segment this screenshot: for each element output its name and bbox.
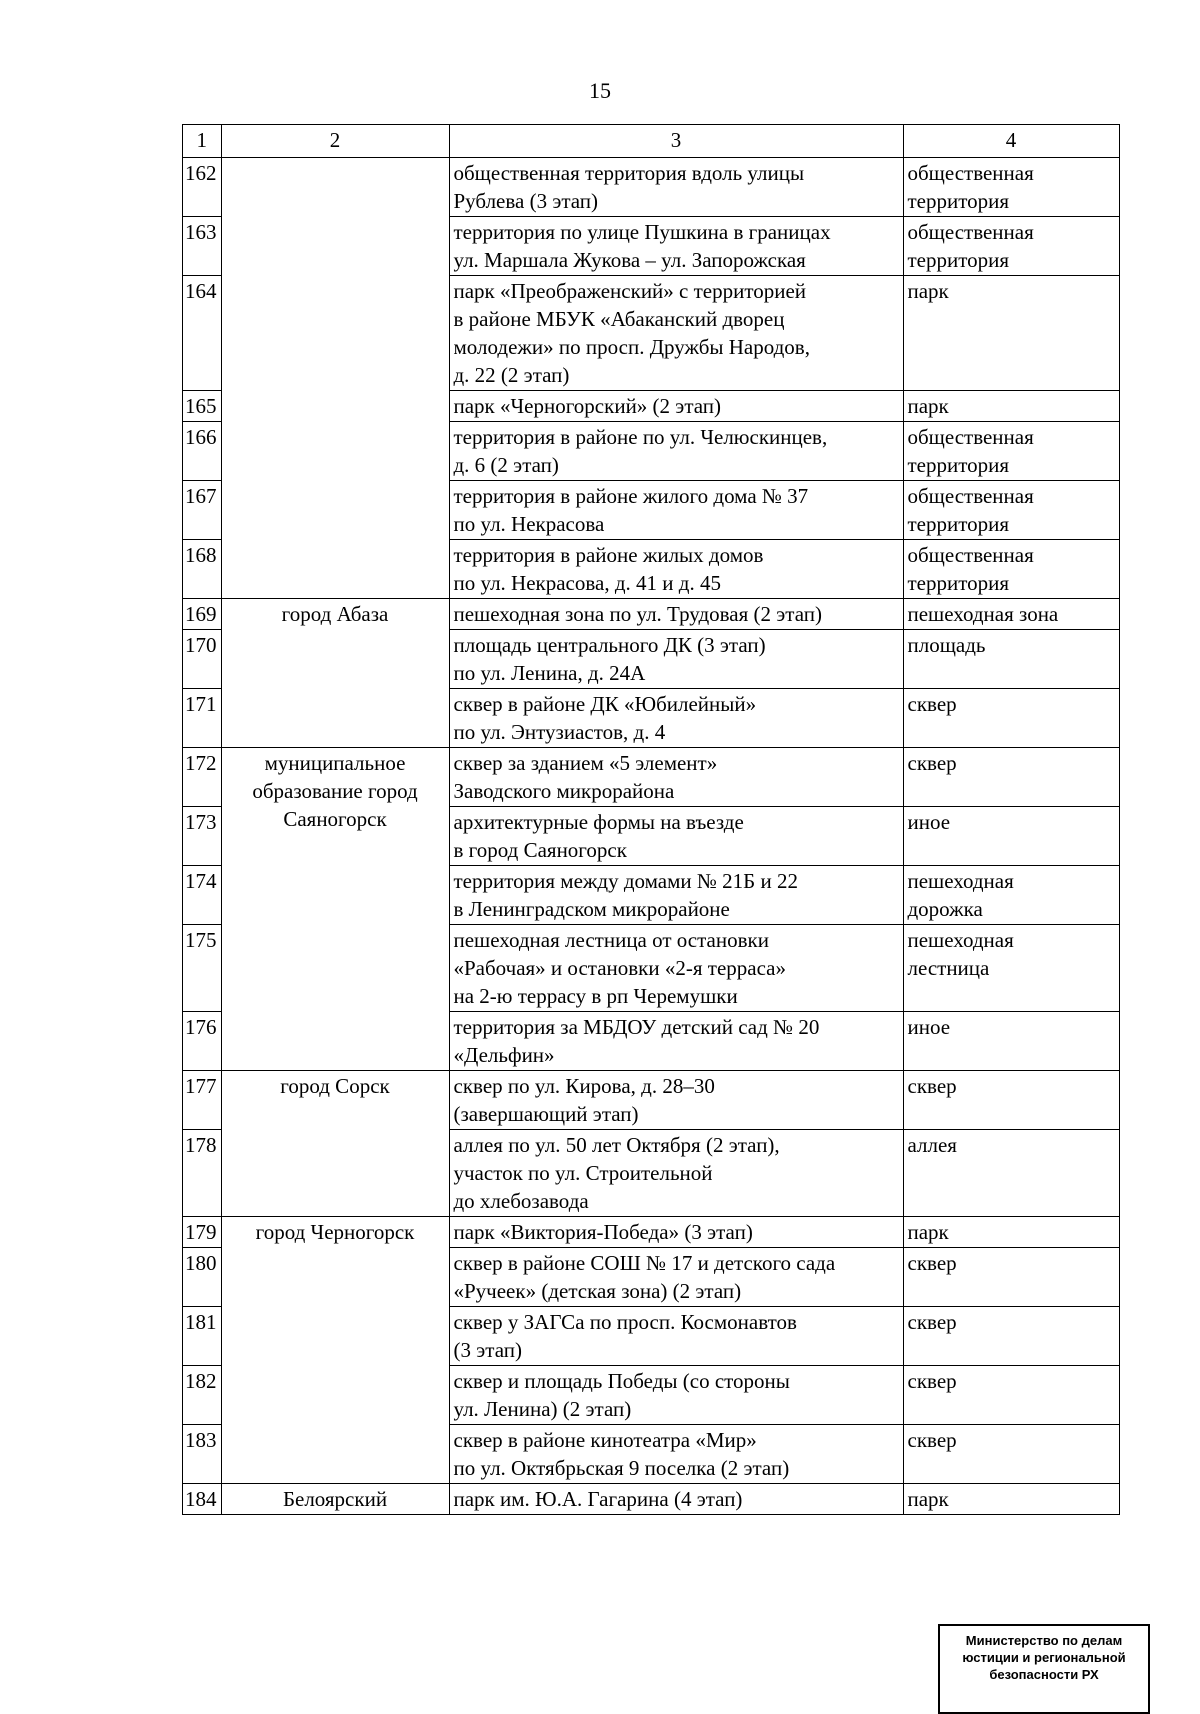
type-line: парк bbox=[907, 394, 949, 418]
object-description bbox=[449, 748, 903, 807]
object-type bbox=[903, 689, 1119, 748]
type-line: пешеходная bbox=[907, 869, 1014, 893]
description-line: сквер и площадь Победы (со стороны bbox=[453, 1369, 790, 1393]
object-type bbox=[903, 1217, 1119, 1248]
object-type bbox=[903, 540, 1119, 599]
registry-table bbox=[182, 124, 1120, 1515]
description-line: общественная территория вдоль улицы bbox=[453, 161, 805, 185]
description-line: «Дельфин» bbox=[453, 1043, 555, 1067]
description-line: «Ручеек» (детская зона) (2 этап) bbox=[453, 1279, 742, 1303]
type-line: сквер bbox=[907, 1310, 957, 1334]
object-description bbox=[449, 866, 903, 925]
object-description bbox=[449, 276, 903, 391]
table-row bbox=[183, 158, 1120, 217]
object-type bbox=[903, 422, 1119, 481]
type-line: общественная bbox=[907, 220, 1034, 244]
municipality-cell: город Сорск bbox=[221, 1071, 449, 1217]
description-line: Заводского микрорайона bbox=[453, 779, 675, 803]
description-line: территория между домами № 21Б и 22 bbox=[453, 869, 798, 893]
row-number: 183 bbox=[183, 1425, 222, 1484]
object-type bbox=[903, 630, 1119, 689]
row-number: 171 bbox=[183, 689, 222, 748]
description-line: в Ленинградском микрорайоне bbox=[453, 897, 730, 921]
object-type bbox=[903, 158, 1119, 217]
object-description bbox=[449, 540, 903, 599]
ministry-stamp bbox=[938, 1624, 1150, 1714]
description-line: сквер в районе кинотеатра «Мир» bbox=[453, 1428, 757, 1452]
object-description bbox=[449, 217, 903, 276]
type-line: парк bbox=[907, 1220, 949, 1244]
row-number: 170 bbox=[183, 630, 222, 689]
description-line: территория по улице Пушкина в границах bbox=[453, 220, 831, 244]
object-description bbox=[449, 422, 903, 481]
type-line: общественная bbox=[907, 543, 1034, 567]
description-line: парк «Черногорский» (2 этап) bbox=[453, 394, 722, 418]
object-description bbox=[449, 158, 903, 217]
description-line: ул. Ленина) (2 этап) bbox=[453, 1397, 632, 1421]
description-line: (завершающий этап) bbox=[453, 1102, 639, 1126]
row-number: 173 bbox=[183, 807, 222, 866]
type-line: сквер bbox=[907, 1251, 957, 1275]
object-type bbox=[903, 1012, 1119, 1071]
header-col-4: 4 bbox=[903, 125, 1119, 158]
description-line: по ул. Некрасова, д. 41 и д. 45 bbox=[453, 571, 721, 595]
description-line: архитектурные формы на въезде bbox=[453, 810, 744, 834]
page-number: 15 bbox=[589, 78, 611, 103]
type-line: иное bbox=[907, 810, 951, 834]
object-description bbox=[449, 1130, 903, 1217]
row-number: 174 bbox=[183, 866, 222, 925]
object-description bbox=[449, 1217, 903, 1248]
row-number: 168 bbox=[183, 540, 222, 599]
object-description bbox=[449, 1307, 903, 1366]
type-line: сквер bbox=[907, 1369, 957, 1393]
description-line: молодежи» по просп. Дружбы Народов, bbox=[453, 335, 810, 359]
type-line: пешеходная bbox=[907, 928, 1014, 952]
object-description bbox=[449, 1366, 903, 1425]
object-type bbox=[903, 1071, 1119, 1130]
description-line: «Рабочая» и остановки «2-я терраса» bbox=[453, 956, 786, 980]
description-line: сквер у ЗАГСа по просп. Космонавтов bbox=[453, 1310, 797, 1334]
object-description bbox=[449, 599, 903, 630]
object-description bbox=[449, 1248, 903, 1307]
municipality-cell: город Черногорск bbox=[221, 1217, 449, 1484]
object-type bbox=[903, 599, 1119, 630]
object-type bbox=[903, 481, 1119, 540]
object-type bbox=[903, 1366, 1119, 1425]
row-number: 166 bbox=[183, 422, 222, 481]
description-line: пешеходная лестница от остановки bbox=[453, 928, 769, 952]
description-line: парк им. Ю.А. Гагарина (4 этап) bbox=[453, 1487, 743, 1511]
type-line: лестница bbox=[907, 956, 990, 980]
description-line: по ул. Ленина, д. 24А bbox=[453, 661, 646, 685]
description-line: по ул. Энтузиастов, д. 4 bbox=[453, 720, 666, 744]
type-line: аллея bbox=[907, 1133, 957, 1157]
object-type bbox=[903, 925, 1119, 1012]
object-type bbox=[903, 1248, 1119, 1307]
description-line: площадь центрального ДК (3 этап) bbox=[453, 633, 766, 657]
row-number: 177 bbox=[183, 1071, 222, 1130]
header-col-2: 2 bbox=[221, 125, 449, 158]
type-line: дорожка bbox=[907, 897, 983, 921]
object-description bbox=[449, 391, 903, 422]
table-row bbox=[183, 748, 1120, 807]
object-description bbox=[449, 1484, 903, 1515]
object-description bbox=[449, 925, 903, 1012]
description-line: территория в районе жилых домов bbox=[453, 543, 764, 567]
type-line: сквер bbox=[907, 692, 957, 716]
description-line: аллея по ул. 50 лет Октября (2 этап), bbox=[453, 1133, 780, 1157]
description-line: д. 22 (2 этап) bbox=[453, 363, 570, 387]
object-type bbox=[903, 276, 1119, 391]
row-number: 164 bbox=[183, 276, 222, 391]
type-line: парк bbox=[907, 279, 949, 303]
description-line: сквер в районе СОШ № 17 и детского сада bbox=[453, 1251, 836, 1275]
description-line: сквер за зданием «5 элемент» bbox=[453, 751, 718, 775]
object-description bbox=[449, 1012, 903, 1071]
row-number: 180 bbox=[183, 1248, 222, 1307]
description-line: в город Саяногорск bbox=[453, 838, 627, 862]
type-line: общественная bbox=[907, 425, 1034, 449]
description-line: сквер по ул. Кирова, д. 28–30 bbox=[453, 1074, 715, 1098]
type-line: общественная bbox=[907, 484, 1034, 508]
header-col-1: 1 bbox=[183, 125, 222, 158]
description-line: до хлебозавода bbox=[453, 1189, 589, 1213]
row-number: 184 bbox=[183, 1484, 222, 1515]
type-line: сквер bbox=[907, 751, 957, 775]
row-number: 179 bbox=[183, 1217, 222, 1248]
object-type bbox=[903, 866, 1119, 925]
description-line: на 2-ю террасу в рп Черемушки bbox=[453, 984, 738, 1008]
type-line: пешеходная зона bbox=[907, 602, 1059, 626]
description-line: ул. Маршала Жукова – ул. Запорожская bbox=[453, 248, 806, 272]
object-type bbox=[903, 1484, 1119, 1515]
municipality-cell: Белоярский bbox=[221, 1484, 449, 1515]
type-line: территория bbox=[907, 571, 1010, 595]
object-type bbox=[903, 1130, 1119, 1217]
object-description bbox=[449, 807, 903, 866]
row-number: 165 bbox=[183, 391, 222, 422]
description-line: Рублева (3 этап) bbox=[453, 189, 599, 213]
table-row bbox=[183, 1484, 1120, 1515]
row-number: 169 bbox=[183, 599, 222, 630]
object-type bbox=[903, 1307, 1119, 1366]
row-number: 181 bbox=[183, 1307, 222, 1366]
object-type bbox=[903, 748, 1119, 807]
object-description bbox=[449, 689, 903, 748]
type-line: площадь bbox=[907, 633, 986, 657]
type-line: парк bbox=[907, 1487, 949, 1511]
object-description bbox=[449, 1071, 903, 1130]
stamp-line: Министерство по делам bbox=[965, 1633, 1123, 1648]
type-line: сквер bbox=[907, 1428, 957, 1452]
object-type bbox=[903, 391, 1119, 422]
stamp-line: безопасности РХ bbox=[989, 1667, 1099, 1682]
description-line: территория в районе жилого дома № 37 bbox=[453, 484, 809, 508]
row-number: 175 bbox=[183, 925, 222, 1012]
row-number: 172 bbox=[183, 748, 222, 807]
table-row bbox=[183, 599, 1120, 630]
table-header-row bbox=[183, 125, 1120, 158]
municipality-cell bbox=[221, 158, 449, 599]
row-number: 163 bbox=[183, 217, 222, 276]
row-number: 176 bbox=[183, 1012, 222, 1071]
description-line: территория в районе по ул. Челюскинцев, bbox=[453, 425, 828, 449]
object-type bbox=[903, 807, 1119, 866]
description-line: сквер в районе ДК «Юбилейный» bbox=[453, 692, 757, 716]
description-line: в районе МБУК «Абаканский дворец bbox=[453, 307, 785, 331]
header-col-3: 3 bbox=[449, 125, 903, 158]
table-row bbox=[183, 1071, 1120, 1130]
row-number: 178 bbox=[183, 1130, 222, 1217]
object-description bbox=[449, 630, 903, 689]
description-line: по ул. Некрасова bbox=[453, 512, 605, 536]
type-line: территория bbox=[907, 248, 1010, 272]
row-number: 162 bbox=[183, 158, 222, 217]
object-description bbox=[449, 481, 903, 540]
type-line: общественная bbox=[907, 161, 1034, 185]
description-line: территория за МБДОУ детский сад № 20 bbox=[453, 1015, 820, 1039]
row-number: 182 bbox=[183, 1366, 222, 1425]
type-line: территория bbox=[907, 453, 1010, 477]
object-description bbox=[449, 1425, 903, 1484]
description-line: д. 6 (2 этап) bbox=[453, 453, 559, 477]
table-row bbox=[183, 1217, 1120, 1248]
type-line: иное bbox=[907, 1015, 951, 1039]
type-line: территория bbox=[907, 189, 1010, 213]
type-line: территория bbox=[907, 512, 1010, 536]
object-type bbox=[903, 1425, 1119, 1484]
municipality-cell: город Абаза bbox=[221, 599, 449, 748]
description-line: участок по ул. Строительной bbox=[453, 1161, 713, 1185]
description-line: по ул. Октябрьская 9 поселка (2 этап) bbox=[453, 1456, 790, 1480]
description-line: пешеходная зона по ул. Трудовая (2 этап) bbox=[453, 602, 822, 626]
description-line: (3 этап) bbox=[453, 1338, 522, 1362]
municipality-cell: муниципальное образование город Саяногорск bbox=[221, 748, 449, 1071]
row-number: 167 bbox=[183, 481, 222, 540]
type-line: сквер bbox=[907, 1074, 957, 1098]
stamp-line: юстиции и региональной bbox=[962, 1650, 1126, 1665]
object-type bbox=[903, 217, 1119, 276]
description-line: парк «Преображенский» с территорией bbox=[453, 279, 807, 303]
description-line: парк «Виктория-Победа» (3 этап) bbox=[453, 1220, 753, 1244]
